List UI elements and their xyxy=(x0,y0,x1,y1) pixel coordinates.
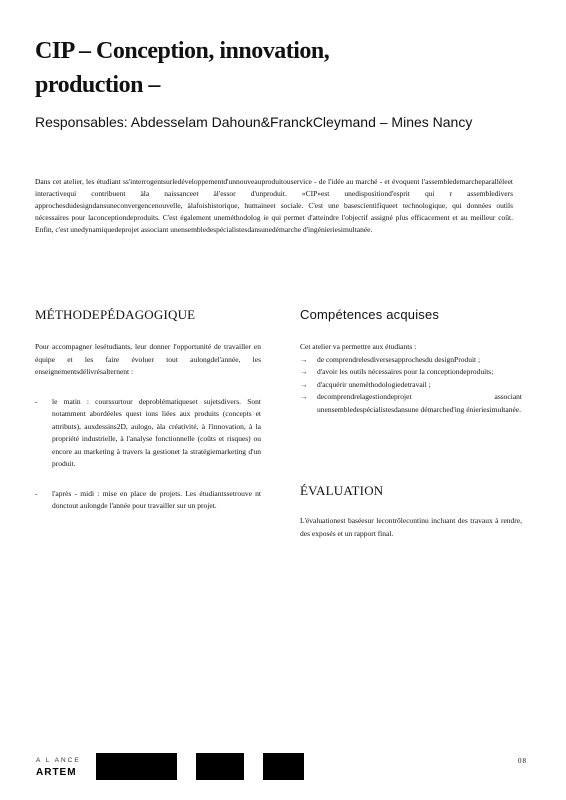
artem-logo: ARTEM xyxy=(36,767,77,778)
footer-black-block xyxy=(263,753,304,780)
methode-heading: MÉTHODEPÉDAGOGIQUE xyxy=(35,307,196,322)
page-number: 08 xyxy=(518,757,527,765)
intro-paragraph: Dans cet atelier, les étudiant ss'interrogentsurledéveloppementd'unnouveauproduitouservice - de l'idée au marché - et évoquent l'assembledemarcheparallèleet interactivequi contribuent àla naissanceet àl'essor d'unproduit. «CIP»est unedispositiond'esprit qui r assembledivers approchesdudesigndansuneconvergencenouvelle, àlafoishistorique, humaineet sociale. C'est une basescientifiqueet technologique, qui données outils nécessaires pour laconceptiondeproduits. C'est également uneméthodolog ie qui permet d'atteindre l'objectif assigné plus efficacement et au meilleur coût. Enfin, c'est unedynamiquedeprojet associant unensembledespécialistesdansunedémarche d'ingénieriesimultanée. xyxy=(35,177,513,234)
list-item: - le matin : courssurtour deproblématiqueset sujetsdivers. Sont notamment abordéeles quest ions liées aux produits (concepts et attributs), auxdessins2D, aulogo, àla créativité, à l'innovation, à la propriété industrielle, à l'analyse fonctionnelle (coûts et risques) ou encore au marketing à travers la gestionet la stratégiemarketing d'un produit. xyxy=(35,396,261,468)
list-item: → decomprendrelagestiondeprojet associant unensembledespécialistesdansune démarched'ing énieriesimultanée. xyxy=(300,392,522,414)
competences-list xyxy=(300,354,522,417)
list-item: → d'avoir les outils nécessaires pour la conceptiondeproduits; xyxy=(300,366,522,379)
dash-marker: - xyxy=(35,396,38,406)
alliance-logo-text: A L ANCE xyxy=(36,757,81,764)
methode-column xyxy=(35,341,261,513)
responsables-line: Responsables: Abdesselam Dahoun&FranckCleymand – Mines Nancy xyxy=(35,114,473,130)
footer-black-block xyxy=(196,753,244,780)
list-item: - l'après - midi : mise en place de projets. Les étudiantssetrouve nt donctout aulongde l'année pour travailler sur un projet. xyxy=(35,488,261,510)
evaluation-text: L'évaluationest baséesur lecontrôlecontinu incluant des travaux à rendre, des exposés et un rapport final. xyxy=(300,516,522,538)
methode-list xyxy=(35,396,261,513)
competences-column xyxy=(300,341,522,416)
arrow-icon: → xyxy=(300,392,308,401)
footer-black-block xyxy=(96,753,177,780)
methode-intro: Pour accompagner lesétudiants, leur donner l'opportunité de travailler en équipe et les faire évoluer tout aulongdel'année, les enseignementsdélivrésalternent : xyxy=(35,342,261,376)
competences-intro: Cet atelier va permettre aux étudiants : xyxy=(300,342,417,351)
competences-heading: Compétences acquises xyxy=(300,307,440,322)
arrow-icon: → xyxy=(300,379,308,389)
evaluation-heading: ÉVALUATION xyxy=(300,483,384,498)
arrow-icon: → xyxy=(300,354,308,364)
list-item: → de comprendrelesdiversesapprochesdu designProduit ; xyxy=(300,354,522,367)
page-title: CIP – Conception, innovation, production – xyxy=(35,38,330,98)
list-item: → d'acquérir uneméthodologiedetravail ; xyxy=(300,379,522,392)
arrow-icon: → xyxy=(300,367,308,376)
dash-marker: - xyxy=(35,488,38,498)
